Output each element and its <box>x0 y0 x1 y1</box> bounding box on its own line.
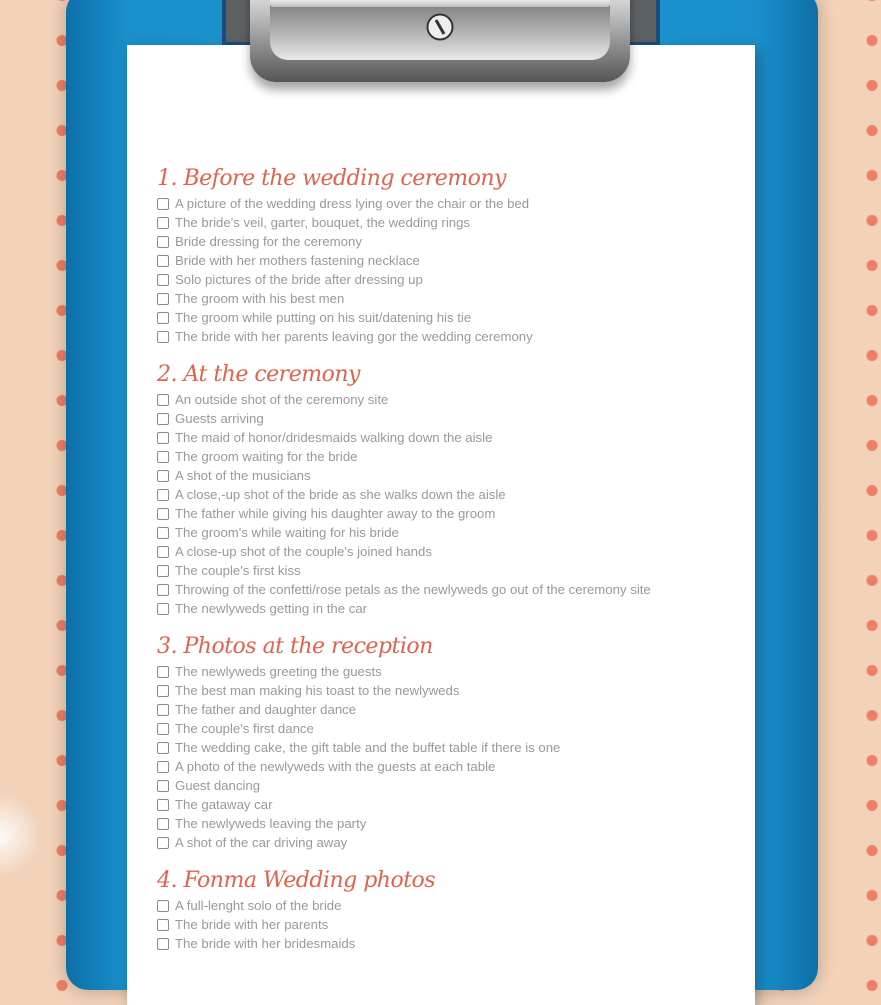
checklist-item[interactable] <box>157 795 747 814</box>
checklist-item-label: The newlyweds greeting the guests <box>175 664 382 679</box>
checklist-item-label: The wedding cake, the gift table and the buffet table if there is one <box>175 740 561 755</box>
checklist-item[interactable] <box>157 194 747 213</box>
checklist-item[interactable] <box>157 232 747 251</box>
checkbox-icon[interactable] <box>157 685 169 697</box>
checkbox-icon[interactable] <box>157 236 169 248</box>
checklist-item[interactable] <box>157 251 747 270</box>
checklist-item[interactable] <box>157 580 747 599</box>
checklist-item[interactable] <box>157 833 747 852</box>
checklist-item-label: Bride with her mothers fastening necklace <box>175 253 420 268</box>
checklist-item-label: A picture of the wedding dress lying over the chair or the bed <box>175 196 530 211</box>
checklist-item[interactable] <box>157 934 747 953</box>
checklist-item[interactable] <box>157 757 747 776</box>
checklist-item-label: Guest dancing <box>175 778 261 793</box>
checklist-item[interactable] <box>157 213 747 232</box>
checkbox-icon[interactable] <box>157 666 169 678</box>
checklist-item-label: The groom's while waiting for his bride <box>175 525 399 540</box>
checklist-item-label: The gataway car <box>175 797 273 812</box>
checkbox-icon[interactable] <box>157 919 169 931</box>
checkbox-icon[interactable] <box>157 761 169 773</box>
checklist-item-label: The father while giving his daughter away to the groom <box>175 506 496 521</box>
checkbox-icon[interactable] <box>157 584 169 596</box>
checklist-item[interactable] <box>157 485 747 504</box>
checklist-item-label: A close,-up shot of the bride as she walks down the aisle <box>175 487 506 502</box>
checklist-item-label: Throwing of the confetti/rose petals as the newlyweds go out of the ceremony site <box>175 582 651 597</box>
checkbox-icon[interactable] <box>157 837 169 849</box>
checkbox-icon[interactable] <box>157 799 169 811</box>
checkbox-icon[interactable] <box>157 565 169 577</box>
checklist-item[interactable] <box>157 561 747 580</box>
light-bokeh <box>0 790 40 880</box>
checkbox-icon[interactable] <box>157 938 169 950</box>
checklist-item-label: A close-up shot of the couple's joined hands <box>175 544 432 559</box>
checkbox-icon[interactable] <box>157 394 169 406</box>
checklist-item[interactable] <box>157 289 747 308</box>
checklist-item[interactable] <box>157 915 747 934</box>
checkbox-icon[interactable] <box>157 900 169 912</box>
screw-icon <box>426 13 454 41</box>
checklist-item-label: A shot of the car driving away <box>175 835 348 850</box>
checklist-item-label: Guests arriving <box>175 411 264 426</box>
checklist-item-label: The groom with his best men <box>175 291 345 306</box>
checklist-item-label: The bride with her bridesmaids <box>175 936 356 951</box>
checkbox-icon[interactable] <box>157 293 169 305</box>
checkbox-icon[interactable] <box>157 742 169 754</box>
checkbox-icon[interactable] <box>157 723 169 735</box>
checkbox-icon[interactable] <box>157 508 169 520</box>
checklist-item[interactable] <box>157 447 747 466</box>
checklist-item[interactable] <box>157 308 747 327</box>
checklist-item[interactable] <box>157 700 747 719</box>
checkbox-icon[interactable] <box>157 818 169 830</box>
checkbox-icon[interactable] <box>157 603 169 615</box>
checklist-section <box>157 632 747 852</box>
checkbox-icon[interactable] <box>157 451 169 463</box>
checklist-item[interactable] <box>157 428 747 447</box>
checklist <box>157 164 747 967</box>
checklist-item-label: The father and daughter dance <box>175 702 357 717</box>
checkbox-icon[interactable] <box>157 704 169 716</box>
checklist-item-label: A full-lenght solo of the bride <box>175 898 342 913</box>
checklist-item-label: The groom waiting for the bride <box>175 449 358 464</box>
checklist-item[interactable] <box>157 327 747 346</box>
checkbox-icon[interactable] <box>157 274 169 286</box>
checkbox-icon[interactable] <box>157 432 169 444</box>
checklist-item-label: The maid of honor/dridesmaids walking down the aisle <box>175 430 493 445</box>
checklist-item[interactable] <box>157 542 747 561</box>
checklist-item-label: The best man making his toast to the newlyweds <box>175 683 460 698</box>
checkbox-icon[interactable] <box>157 527 169 539</box>
checklist-item[interactable] <box>157 719 747 738</box>
checklist-item[interactable] <box>157 270 747 289</box>
section-heading: 3. Photos at the reception <box>157 634 433 659</box>
checklist-item-label: Solo pictures of the bride after dressing up <box>175 272 423 287</box>
checkbox-icon[interactable] <box>157 780 169 792</box>
checklist-item-label: The bride with her parents leaving gor the wedding ceremony <box>175 329 533 344</box>
checklist-item-label: The couple's first kiss <box>175 563 301 578</box>
checklist-item[interactable] <box>157 896 747 915</box>
checkbox-icon[interactable] <box>157 198 169 210</box>
checklist-item[interactable] <box>157 681 747 700</box>
checklist-section <box>157 866 747 953</box>
checklist-item[interactable] <box>157 409 747 428</box>
checklist-item-label: The couple's first dance <box>175 721 314 736</box>
checkbox-icon[interactable] <box>157 489 169 501</box>
checklist-section <box>157 164 747 346</box>
section-heading: 2. At the ceremony <box>157 362 360 387</box>
checklist-item[interactable] <box>157 599 747 618</box>
section-heading: 1. Before the wedding ceremony <box>157 166 506 191</box>
checklist-item-label: Bride dressing for the ceremony <box>175 234 362 249</box>
checkbox-icon[interactable] <box>157 331 169 343</box>
checklist-item-label: A shot of the musicians <box>175 468 311 483</box>
checklist-section <box>157 360 747 618</box>
checklist-item[interactable] <box>157 662 747 681</box>
checkbox-icon[interactable] <box>157 217 169 229</box>
checklist-item[interactable] <box>157 504 747 523</box>
checkbox-icon[interactable] <box>157 312 169 324</box>
checklist-item[interactable] <box>157 738 747 757</box>
clip-bar <box>270 0 610 7</box>
clipboard-clip <box>250 0 630 82</box>
checkbox-icon[interactable] <box>157 546 169 558</box>
checklist-item-label: The groom while putting on his suit/datening his tie <box>175 310 472 325</box>
checklist-item-label: An outside shot of the ceremony site <box>175 392 389 407</box>
checkbox-icon[interactable] <box>157 413 169 425</box>
checklist-item-label: The bride with her parents <box>175 917 329 932</box>
checkbox-icon[interactable] <box>157 255 169 267</box>
checklist-item[interactable] <box>157 466 747 485</box>
checklist-item[interactable] <box>157 776 747 795</box>
checklist-item[interactable] <box>157 390 747 409</box>
checklist-item-label: The bride's veil, garter, bouquet, the wedding rings <box>175 215 471 230</box>
checklist-item[interactable] <box>157 814 747 833</box>
checklist-item-label: A photo of the newlyweds with the guests at each table <box>175 759 496 774</box>
section-heading: 4. Fonma Wedding photos <box>157 868 436 893</box>
checklist-item[interactable] <box>157 523 747 542</box>
checkbox-icon[interactable] <box>157 470 169 482</box>
checklist-item-label: The newlyweds leaving the party <box>175 816 367 831</box>
checklist-item-label: The newlyweds getting in the car <box>175 601 368 616</box>
